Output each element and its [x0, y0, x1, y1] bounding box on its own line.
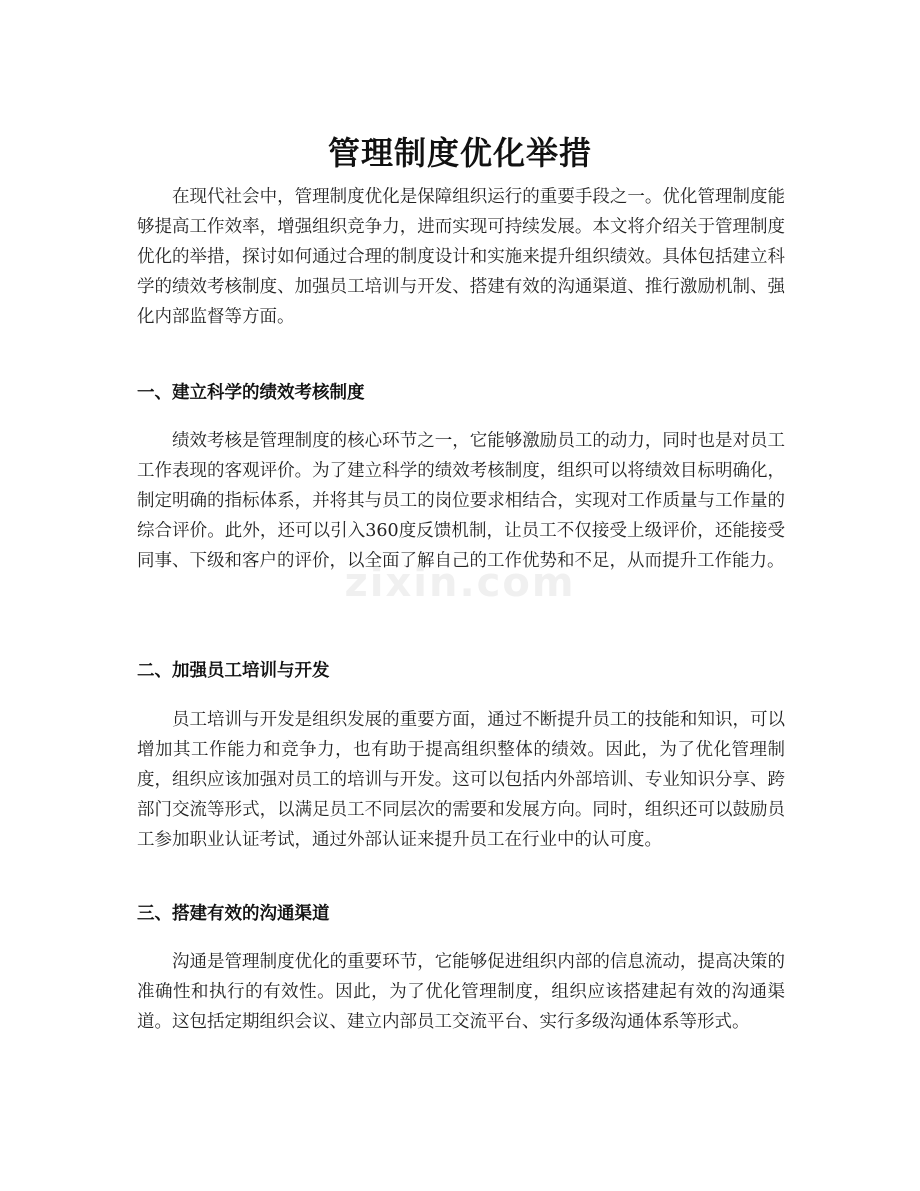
section-body-3: 沟通是管理制度优化的重要环节，它能够促进组织内部的信息流动，提高决策的准确性和执行的有效性。因此，为了优化管理制度，组织应该搭建起有效的沟通渠道。这包括定期组织会议、建立内部员工交流平台、实行多级沟通体系等形式。	[137, 952, 785, 1032]
section-heading-1: 一、建立科学的绩效考核制度	[137, 383, 365, 403]
section-heading-3: 三、搭建有效的沟通渠道	[137, 904, 330, 924]
section-body-2: 员工培训与开发是组织发展的重要方面，通过不断提升员工的技能和知识，可以增加其工作能力和竞争力，也有助于提高组织整体的绩效。因此，为了优化管理制度，组织应该加强对员工的培训与开发。这可以包括内外部培训、专业知识分享、跨部门交流等形式，以满足员工不同层次的需要和发展方向。同时，组织还可以鼓励员工参加职业认证考试，通过外部认证来提升员工在行业中的认可度。	[137, 710, 785, 850]
watermark: zixin.com	[344, 560, 576, 606]
document-title: 管理制度优化举措	[327, 134, 592, 173]
section-body-1: 绩效考核是管理制度的核心环节之一，它能够激励员工的动力，同时也是对员工工作表现的客观评价。为了建立科学的绩效考核制度，组织可以将绩效目标明确化，制定明确的指标体系，并将其与员工的岗位要求相结合，实现对工作质量与工作量的综合评价。此外，还可以引入360度反馈机制，让员工不仅接受上级评价，还能接受同事、下级和客户的评价，以全面了解自己的工作优势和不足，从而提升工作能力。	[137, 431, 785, 571]
intro-paragraph: 在现代社会中，管理制度优化是保障组织运行的重要手段之一。优化管理制度能够提高工作效率，增强组织竞争力，进而实现可持续发展。本文将介绍关于管理制度优化的举措，探讨如何通过合理的制度设计和实施来提升组织绩效。具体包括建立科学的绩效考核制度、加强员工培训与开发、搭建有效的沟通渠道、推行激励机制、强化内部监督等方面。	[137, 187, 785, 327]
section-heading-2: 二、加强员工培训与开发	[137, 661, 330, 681]
